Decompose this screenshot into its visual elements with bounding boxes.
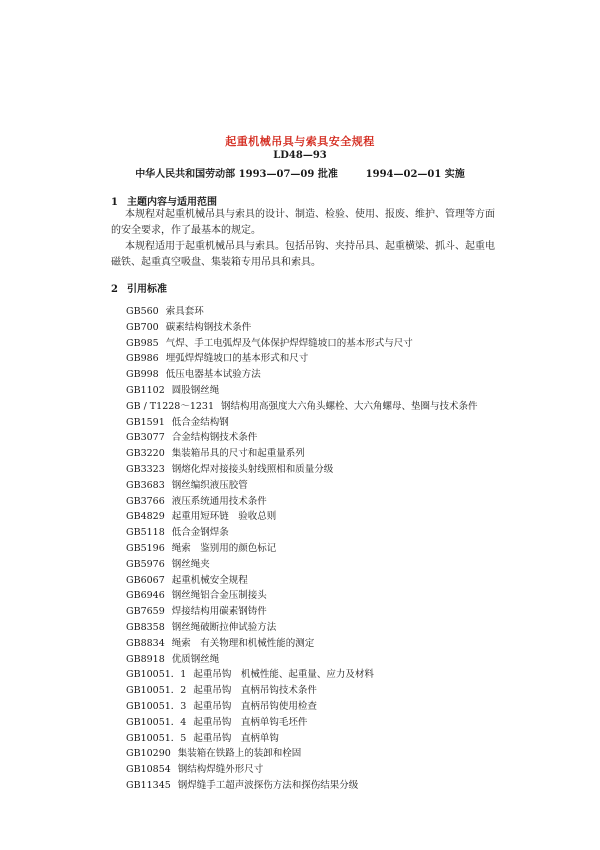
- reference-name: 钢结构用高强度大六角头螺栓、大六角螺母、垫圈与技术条件: [221, 400, 478, 412]
- reference-code: GB8918: [126, 653, 165, 665]
- reference-item: [126, 762, 478, 778]
- reference-item: [126, 636, 478, 652]
- reference-name: 钢丝编织液压胶管: [171, 479, 248, 491]
- reference-code: GB10051．4: [126, 716, 187, 728]
- reference-code: GB10290: [126, 748, 171, 760]
- reference-item: [126, 509, 478, 525]
- reference-item: [126, 367, 478, 383]
- reference-name: 绳索 有关物理和机械性能的测定: [171, 637, 315, 649]
- reference-name: 液压系统通用技术条件: [171, 495, 267, 507]
- reference-item: [126, 383, 478, 399]
- reference-name: 合金结构钢技术条件: [171, 432, 258, 444]
- reference-item: [126, 652, 478, 668]
- reference-code: GB3077: [126, 432, 165, 444]
- reference-item: [126, 731, 478, 747]
- reference-item: [126, 573, 478, 589]
- reference-item: [126, 620, 478, 636]
- reference-code: GB3220: [126, 448, 165, 460]
- reference-list: [126, 304, 478, 794]
- reference-item: [126, 336, 478, 352]
- reference-name: 低合金结构钢: [171, 416, 229, 428]
- reference-code: GB10051．2: [126, 685, 187, 697]
- section-1-number: 1: [111, 197, 118, 208]
- reference-name: 集装箱在铁路上的装卸和栓固: [177, 748, 302, 760]
- section-1-heading: [111, 193, 217, 208]
- reference-item: [126, 778, 478, 794]
- reference-item: [126, 525, 478, 541]
- reference-name: 钢丝绳铝合金压制接头: [171, 590, 267, 602]
- reference-item: [126, 557, 478, 573]
- reference-code: GB3766: [126, 495, 165, 507]
- reference-code: GB3323: [126, 463, 165, 475]
- reference-code: GB7659: [126, 606, 165, 618]
- reference-item: [126, 746, 478, 762]
- reference-name: 圆股钢丝绳: [171, 384, 220, 396]
- reference-code: GB8358: [126, 621, 165, 633]
- section-1-paragraph-1: 本规程对起重机械吊具与索具的设计、制造、检验、使用、报废、维护、管理等方面的安全要求，作了最基本的规定。: [111, 209, 495, 236]
- reference-code: GB8834: [126, 637, 165, 649]
- reference-item: [126, 541, 478, 557]
- reference-item: [126, 667, 478, 683]
- reference-item: [126, 446, 478, 462]
- reference-code: GB1102: [126, 384, 165, 396]
- reference-code: GB11345: [126, 779, 171, 791]
- reference-name: 起重用短环链 验收总则: [171, 511, 277, 523]
- reference-item: [126, 430, 478, 446]
- reference-item: [126, 494, 478, 510]
- section-2-number: 2: [111, 284, 118, 295]
- reference-item: [126, 304, 478, 320]
- reference-item: [126, 699, 478, 715]
- section-2-title: 引用标准: [127, 284, 167, 295]
- reference-code: GB10051．5: [126, 732, 187, 744]
- section-2-heading: [111, 280, 167, 295]
- document-code: LD48—93: [273, 150, 327, 161]
- reference-code: GB6946: [126, 590, 165, 602]
- reference-code: GB / T1228～1231: [126, 400, 215, 412]
- reference-code: GB4829: [126, 511, 165, 523]
- reference-name: 钢熔化焊对接接头射线照相和质量分级: [171, 463, 334, 475]
- reference-code: GB985: [126, 337, 159, 349]
- reference-item: [126, 415, 478, 431]
- reference-code: GB5196: [126, 542, 165, 554]
- reference-item: [126, 478, 478, 494]
- reference-name: 低压电器基本试验方法: [165, 369, 261, 381]
- reference-name: 起重吊钩 机械性能、起重量、应力及材料: [193, 669, 374, 681]
- reference-item: [126, 604, 478, 620]
- reference-item: [126, 351, 478, 367]
- reference-code: GB5118: [126, 527, 165, 539]
- reference-name: 碳素结构钢技术条件: [165, 321, 252, 333]
- document-title: 起重机械吊具与索具安全规程: [225, 135, 375, 148]
- reference-name: 低合金钢焊条: [171, 527, 229, 539]
- reference-item: [126, 399, 478, 415]
- reference-name: 气焊、手工电弧焊及气体保护焊焊缝坡口的基本形式与尺寸: [165, 337, 413, 349]
- reference-item: [126, 715, 478, 731]
- reference-name: 钢结构焊缝外形尺寸: [177, 764, 264, 776]
- reference-name: 优质钢丝绳: [171, 653, 220, 665]
- reference-item: [126, 683, 478, 699]
- section-1-paragraph-2: 本规程适用于起重机械吊具与索具。包括吊钩、夹持吊具、起重横梁、抓斗、起重电磁铁、起重真空吸盘、集装箱专用吊具和索具。: [111, 241, 495, 268]
- reference-name: 埋弧焊焊缝坡口的基本形式和尺寸: [165, 353, 309, 365]
- reference-name: 集装箱吊具的尺寸和起重量系列: [171, 448, 305, 460]
- reference-item: [126, 588, 478, 604]
- reference-name: 起重吊钩 直柄单钩毛坯件: [193, 716, 308, 728]
- reference-code: GB700: [126, 321, 159, 333]
- reference-name: 起重吊钩 直柄单钩: [193, 732, 279, 744]
- reference-name: 起重吊钩 直柄吊钩使用检查: [193, 700, 317, 712]
- reference-name: 钢丝绳破断拉伸试验方法: [171, 621, 277, 633]
- reference-code: GB6067: [126, 574, 165, 586]
- reference-code: GB5976: [126, 558, 165, 570]
- reference-code: GB10051．1: [126, 669, 187, 681]
- reference-name: 索具套环: [165, 306, 204, 317]
- reference-code: GB10051．3: [126, 700, 187, 712]
- reference-code: GB3683: [126, 479, 165, 491]
- reference-name: 钢丝绳夹: [171, 558, 210, 570]
- approval-line: 中华人民共和国劳动部 1993—07—09 批准 1994—02—01 实施: [135, 169, 465, 180]
- reference-name: 绳索 鉴别用的颜色标记: [171, 542, 277, 554]
- reference-name: 起重吊钩 直柄吊钩技术条件: [193, 685, 317, 697]
- reference-code: GB1591: [126, 416, 165, 428]
- reference-code: GB10854: [126, 764, 171, 776]
- reference-item: [126, 462, 478, 478]
- reference-code: GB560: [126, 306, 159, 317]
- reference-code: GB986: [126, 353, 159, 365]
- section-1-title: 主题内容与适用范围: [127, 197, 217, 208]
- reference-name: 焊接结构用碳素钢铸件: [171, 606, 267, 618]
- reference-code: GB998: [126, 369, 159, 381]
- reference-name: 钢焊缝手工超声波探伤方法和探伤结果分级: [177, 779, 359, 791]
- reference-name: 起重机械安全规程: [171, 574, 248, 586]
- reference-item: [126, 320, 478, 336]
